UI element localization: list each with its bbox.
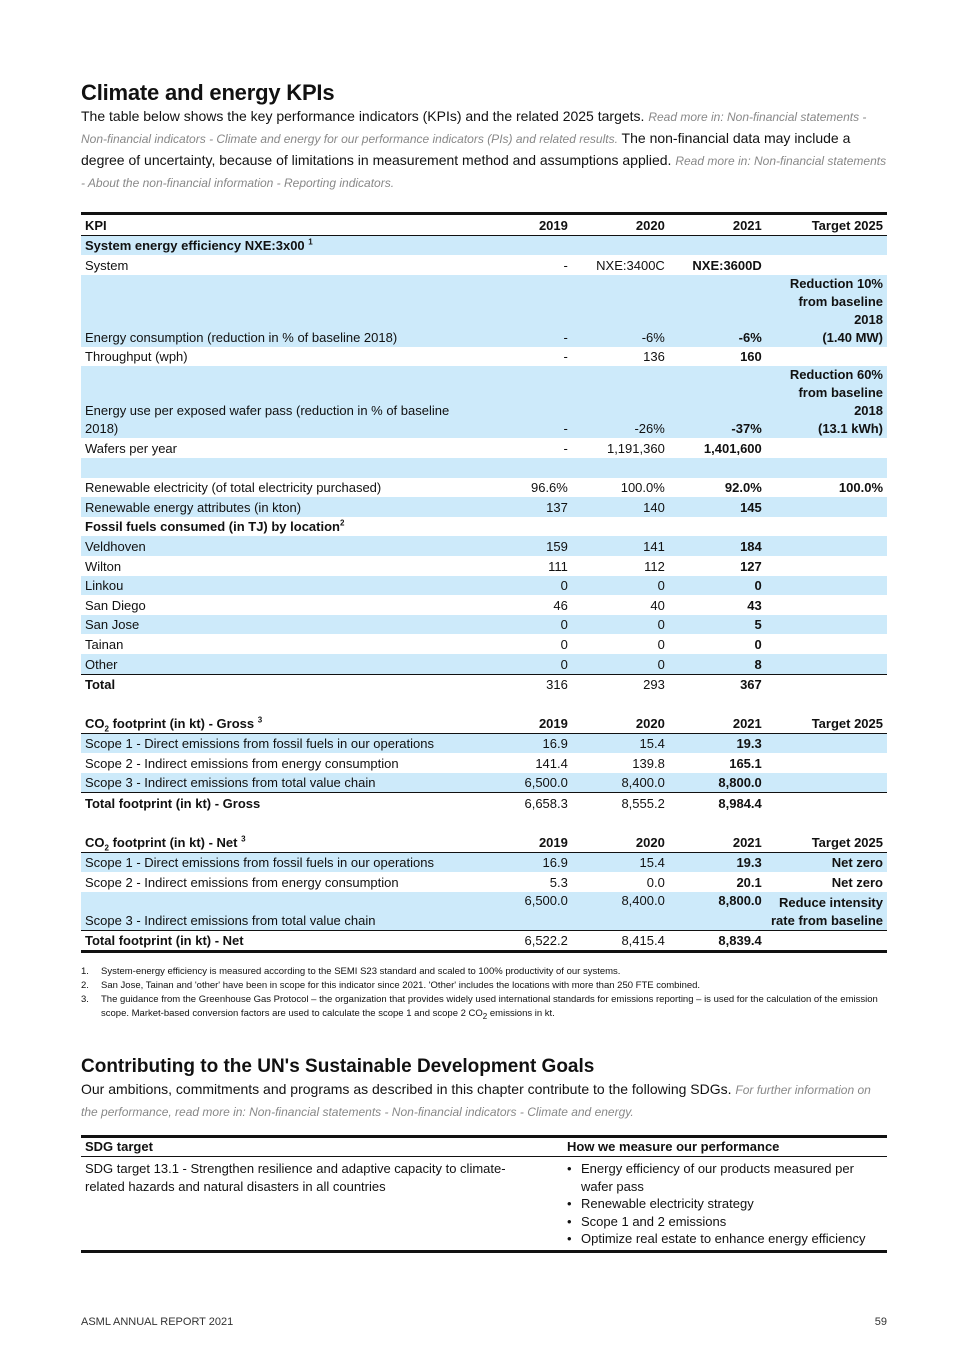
- list-item: • Optimize real estate to enhance energy efficiency: [567, 1230, 883, 1248]
- list-item: • Energy efficiency of our products measured per wafer pass: [567, 1160, 883, 1195]
- row-label: System: [85, 257, 129, 273]
- page-footer: [81, 1316, 887, 1328]
- table-row: [81, 615, 887, 635]
- cell-2020: 15.4: [572, 852, 669, 872]
- table-row: [81, 852, 887, 872]
- row-label: San Diego: [85, 597, 146, 613]
- column-header: 2021: [669, 832, 766, 852]
- cell-target: [766, 576, 887, 596]
- cell-2021: 19.3: [669, 852, 766, 872]
- row-label: Total footprint (in kt) - Net: [81, 930, 503, 952]
- cell-2019: 6,658.3: [503, 793, 572, 813]
- total-row: [81, 674, 887, 694]
- table-row: [81, 1157, 887, 1252]
- cell-2020: 112: [644, 558, 665, 574]
- row-label: Scope 1 - Direct emissions from fossil fuels in our operations: [81, 733, 503, 753]
- cell-2019: 159: [503, 536, 572, 556]
- row-label: Total footprint (in kt) - Gross: [81, 793, 503, 813]
- table-row: [81, 753, 887, 773]
- column-header: 2020: [572, 713, 669, 733]
- table-header-row: [81, 1137, 887, 1157]
- cell-2021: 8,839.4: [669, 930, 766, 952]
- column-header: $CO_2$ footprint (in kt) - Net $^3$: [81, 832, 503, 852]
- table-row: [81, 478, 887, 498]
- table-row: [81, 773, 887, 793]
- row-label: Wafers per year: [85, 440, 177, 456]
- cell-2021: 145: [669, 497, 766, 517]
- read-more-link[interactable]: Read more in: Non-financial statements - Non-financial indicators - Climate and energy for our performance indicators (PIs) and related results.: [81, 110, 867, 146]
- table-row: [81, 595, 887, 615]
- cell-2020: 40: [650, 597, 665, 613]
- cell-2021: 1,401,600: [703, 440, 762, 456]
- cell-2019: 16.9: [503, 852, 572, 872]
- column-header: 2019: [503, 214, 572, 236]
- column-header: 2019: [503, 713, 572, 733]
- gross-header-row: [81, 713, 887, 733]
- cell-2020: 141: [572, 536, 669, 556]
- cell-2021: 0: [754, 636, 762, 652]
- table-row: [81, 347, 887, 367]
- cell-2020: 8,400.0: [572, 773, 669, 793]
- cell-2019: 96.6%: [530, 480, 568, 496]
- table-row: [81, 366, 887, 438]
- cell-2021: 184: [669, 536, 766, 556]
- group-header-row: [81, 235, 887, 255]
- cell-2019: 0: [503, 654, 572, 674]
- cell-2021: 19.3: [669, 733, 766, 753]
- cell-target: 100.0%: [838, 480, 883, 496]
- cell-2020: 0.0: [646, 874, 665, 890]
- row-label: Total: [81, 674, 503, 694]
- cell-target: Net zero: [766, 852, 887, 872]
- cell-2020: 0: [657, 636, 665, 652]
- cell-target: [766, 634, 887, 654]
- cell-2020: 0: [572, 576, 669, 596]
- cell-target: [766, 753, 887, 773]
- cell-target: Net zero: [831, 874, 883, 890]
- cell-target: [766, 497, 887, 517]
- table-row: [81, 654, 887, 674]
- cell-2021: 127: [740, 558, 762, 574]
- table-row: [81, 733, 887, 753]
- row-label: Scope 2 - Indirect emissions from energy consumption: [85, 755, 399, 771]
- cell-2021: 43: [747, 597, 762, 613]
- row-label: Linkou: [81, 576, 503, 596]
- intro-text: The non-financial data may include a degree of uncertainty, because of limitations in measurement method and assumptions applied.: [81, 130, 851, 168]
- table-row: [81, 536, 887, 556]
- cell-2021: NXE:3600D: [692, 257, 762, 273]
- column-header: 2020: [572, 832, 669, 852]
- read-more-link[interactable]: For further information on the performance, read more in: Non-financial statements - Non-financial indicators - Climate and energy.: [81, 1083, 871, 1120]
- row-label: Throughput (wph): [85, 349, 188, 365]
- sdg-table: [81, 1135, 887, 1253]
- cell-2020: -26%: [572, 366, 669, 438]
- table-row: [81, 576, 887, 596]
- cell-2021: 8,984.4: [669, 793, 766, 813]
- row-label: Energy use per exposed wafer pass (reduction in % of baseline 2018): [81, 366, 503, 438]
- cell-2019: 6,522.2: [503, 930, 572, 952]
- table-header-row: [81, 214, 887, 236]
- page-number: 59: [874, 1316, 887, 1328]
- spacer-row: [81, 813, 887, 832]
- cell-2021: 367: [669, 674, 766, 694]
- column-header: Target 2025: [766, 713, 887, 733]
- total-row: [81, 930, 887, 952]
- cell-2021: 165.1: [729, 755, 762, 771]
- group-label: Fossil fuels consumed (in TJ) by location$^2$: [85, 519, 345, 535]
- column-header: Target 2025: [766, 214, 887, 236]
- cell-target: [766, 595, 887, 615]
- table-row: [81, 892, 887, 931]
- cell-target: [766, 930, 887, 952]
- column-header: Target 2025: [766, 832, 887, 852]
- cell-2019: 5.3: [549, 874, 568, 890]
- cell-2019: 46: [553, 597, 568, 613]
- cell-2021: 5: [669, 615, 766, 635]
- measures-cell: [563, 1157, 887, 1252]
- column-header: 2021: [669, 214, 766, 236]
- cell-2021: 8,800.0: [669, 892, 766, 931]
- cell-target: [766, 733, 887, 753]
- sdg-target-cell: SDG target 13.1 - Strengthen resilience and adaptive capacity to climate-related hazards and natural disasters in all countries: [85, 1161, 506, 1194]
- row-label: Other: [81, 654, 503, 674]
- cell-2020: 140: [572, 497, 669, 517]
- list-item: • Renewable electricity strategy: [567, 1195, 883, 1213]
- group-header-row: [81, 517, 887, 537]
- cell-2019: -: [503, 275, 572, 347]
- cell-target: Reduction 10% from baseline 2018 (1.40 MW): [766, 275, 887, 347]
- cell-2021: -37%: [669, 366, 766, 438]
- cell-target: [766, 615, 887, 635]
- section-intro: [81, 1079, 887, 1123]
- cell-2020: 15.4: [572, 733, 669, 753]
- cell-2019: 0: [560, 636, 568, 652]
- cell-target: [766, 536, 887, 556]
- cell-2021: 92.0%: [724, 480, 762, 496]
- cell-target: Reduce intensity rate from baseline: [766, 892, 887, 931]
- read-more-link[interactable]: Read more in: Non-financial statements - About the non-financial information - Reporting indicators.: [81, 154, 887, 190]
- cell-2019: 141.4: [535, 755, 568, 771]
- section-title-climate-kpis: Climate and energy KPIs: [81, 80, 335, 105]
- row-label: Scope 3 - Indirect emissions from total value chain: [81, 892, 503, 931]
- intro-text: Our ambitions, commitments and programs as described in this chapter contribute to the following SDGs.: [81, 1081, 736, 1098]
- cell-2019: -: [563, 440, 568, 456]
- cell-target: Reduction 60% from baseline 2018 (13.1 kWh): [766, 366, 887, 438]
- cell-2020: 139.8: [632, 755, 665, 771]
- cell-2021: -6%: [669, 275, 766, 347]
- intro-text: The table below shows the key performance indicators (KPIs) and the related 2025 targets.: [81, 108, 649, 124]
- cell-target: [766, 654, 887, 674]
- cell-target: [766, 674, 887, 694]
- cell-2020: 1,191,360: [606, 440, 665, 456]
- cell-2019: 0: [503, 576, 572, 596]
- cell-2019: -: [563, 349, 568, 365]
- report-page: [81, 80, 887, 1253]
- row-label: Veldhoven: [81, 536, 503, 556]
- row-label: Scope 2 - Indirect emissions from energy consumption: [85, 874, 399, 890]
- footnote: 3. The guidance from the Greenhouse Gas Protocol – the organization that provides widely used international standards for emissions reporting – is used for the calculation of the emission scope. Market-based conversion factors are used to calculate the scope 1 and scope 2 $CO_2$ emissions in kt.: [81, 994, 878, 1022]
- column-header: How we measure our performance: [563, 1137, 887, 1157]
- row-label: San Jose: [81, 615, 503, 635]
- cell-2019: 6,500.0: [503, 892, 572, 931]
- kpi-table: [81, 212, 887, 953]
- table-row: [81, 556, 887, 576]
- group-label: System energy efficiency NXE:3x00 $^1$: [81, 235, 887, 255]
- cell-2020: 293: [572, 674, 669, 694]
- footnote: 2. San Jose, Tainan and 'other' have been in scope for this indicator since 2021. 'Other' includes the locations with more than 250 FTE combined.: [81, 980, 701, 992]
- cell-2020: 8,400.0: [572, 892, 669, 931]
- total-row: [81, 793, 887, 813]
- table-row: [81, 438, 887, 458]
- cell-2019: 0: [503, 615, 572, 635]
- column-header: 2021: [669, 713, 766, 733]
- cell-2020: 0: [572, 615, 669, 635]
- table-row: [81, 497, 887, 517]
- row-label: Renewable electricity (of total electricity purchased): [85, 480, 382, 496]
- cell-2019: 6,500.0: [503, 773, 572, 793]
- cell-target: [766, 347, 887, 367]
- column-header: KPI: [81, 214, 503, 236]
- table-row: [81, 872, 887, 892]
- footnotes: [81, 965, 887, 1021]
- cell-2020: 100.0%: [620, 480, 665, 496]
- cell-2020: NXE:3400C: [596, 257, 665, 273]
- table-row: [81, 634, 887, 654]
- cell-2019: 16.9: [503, 733, 572, 753]
- row-label: Tainan: [85, 636, 124, 652]
- cell-target: [766, 438, 887, 458]
- cell-target: [766, 773, 887, 793]
- report-name: ASML ANNUAL REPORT 2021: [81, 1316, 234, 1328]
- cell-2020: 8,555.2: [572, 793, 669, 813]
- cell-2020: -6%: [572, 275, 669, 347]
- row-label: Wilton: [85, 558, 122, 574]
- spacer-row: [81, 458, 887, 478]
- cell-2021: 160: [740, 349, 762, 365]
- cell-2020: 0: [572, 654, 669, 674]
- cell-2019: 137: [503, 497, 572, 517]
- row-label: Scope 3 - Indirect emissions from total value chain: [81, 773, 503, 793]
- cell-target: [766, 556, 887, 576]
- cell-2020: 136: [643, 349, 665, 365]
- measures-list: [567, 1160, 883, 1248]
- table-row: [81, 275, 887, 347]
- cell-2021: 8,800.0: [669, 773, 766, 793]
- row-label: Scope 1 - Direct emissions from fossil fuels in our operations: [81, 852, 503, 872]
- column-header: 2020: [572, 214, 669, 236]
- list-item: • Scope 1 and 2 emissions: [567, 1213, 883, 1231]
- column-header: SDG target: [81, 1137, 563, 1157]
- table-row: [81, 255, 887, 275]
- column-header: 2019: [503, 832, 572, 852]
- section-title-sdg: Contributing to the UN's Sustainable Development Goals: [81, 1056, 595, 1078]
- cell-target: [766, 255, 887, 275]
- row-label: Renewable energy attributes (in kton): [81, 497, 503, 517]
- cell-2019: 316: [503, 674, 572, 694]
- column-header: $CO_2$ footprint (in kt) - Gross $^3$: [81, 713, 503, 733]
- row-label: Energy consumption (reduction in % of baseline 2018): [81, 275, 503, 347]
- spacer-row: [81, 694, 887, 713]
- cell-2020: 8,415.4: [572, 930, 669, 952]
- net-header-row: [81, 832, 887, 852]
- cell-target: [766, 793, 887, 813]
- cell-2019: -: [563, 257, 568, 273]
- cell-2019: 111: [548, 558, 568, 574]
- section-intro: [81, 106, 887, 194]
- cell-2019: -: [503, 366, 572, 438]
- cell-2021: 0: [669, 576, 766, 596]
- cell-2021: 20.1: [736, 874, 762, 890]
- cell-2021: 8: [669, 654, 766, 674]
- footnote: 1. System-energy efficiency is measured according to the SEMI S23 standard and scaled to 100% productivity of our systems.: [81, 966, 621, 978]
